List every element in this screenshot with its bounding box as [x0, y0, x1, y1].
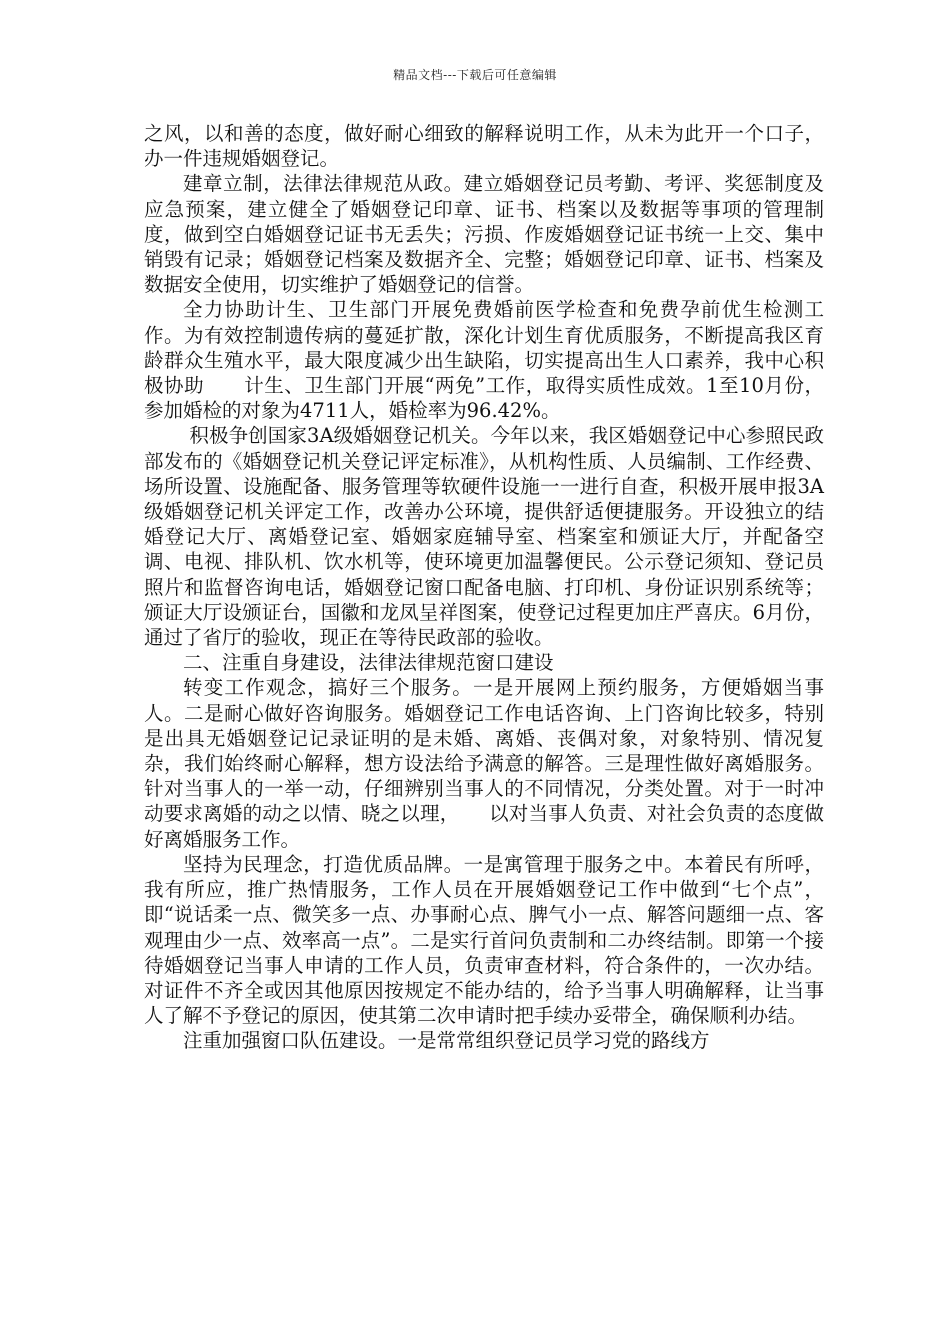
paragraph: 积极争创国家3A级婚姻登记机关。今年以来，我区婚姻登记中心参照民政部发布的《婚姻登记机关登记评定标准》，从机构性质、人员编制、工作经费、场所设置、设施配备、服务管理等软硬件设施一一进行自查，积极开展申报3A级婚姻登记机关评定工作，改善办公环境，提供舒适便捷服务。开设独立的结婚登记大厅、离婚登记室、婚姻家庭辅导室、档案室和颁证大厅，并配备空调、电视、排队机、饮水机等，使环境更加温馨便民。公示登记须知、登记员照片和监督咨询电话，婚姻登记窗口配备电脑、打印机、身份证识别系统等；颁证大厅设颁证台，国徽和龙凤呈祥图案，使登记过程更加庄严喜庆。6月份，通过了省厅的验收，现正在等待民政部的验收。	[144, 424, 824, 650]
paragraph: 全力协助计生、卫生部门开展免费婚前医学检查和免费孕前优生检测工作。为有效控制遗传病的蔓延扩散，深化计划生育优质服务，不断提高我区育龄群众生殖水平，最大限度减少出生缺陷，切实提高出生人口素养，我中心积极协助 计生、卫生部门开展“两免”工作，取得实质性成效。1至10月份，参加婚检的对象为4711人，婚检率为96.42%。	[144, 298, 824, 423]
section-heading: 二、注重自身建设，法律法律规范窗口建设	[183, 651, 554, 675]
page-header: 精品文档---下载后可任意编辑	[393, 68, 557, 82]
paragraph: 转变工作观念，搞好三个服务。一是开展网上预约服务，方便婚姻当事人。二是耐心做好咨询服务。婚姻登记工作电话咨询、上门咨询比较多，特别是出具无婚姻登记记录证明的是未婚、离婚、丧偶对象，对象特别、情况复杂，我们始终耐心解释，想方设法给予满意的解答。三是理性做好离婚服务。针对当事人的一举一动，仔细辨别当事人的不同情况，分类处置。对于一时冲动要求离婚的动之以情、晓之以理， 以对当事人负责、对社会负责的态度做好离婚服务工作。	[144, 676, 824, 851]
document-body	[144, 121, 824, 1054]
paragraph: 建章立制，法律法律规范从政。建立婚姻登记员考勤、考评、奖惩制度及应急预案，建立健全了婚姻登记印章、证书、档案以及数据等事项的管理制度，做到空白婚姻登记证书无丢失；污损、作废婚姻登记证书统一上交、集中销毁有记录；婚姻登记档案及数据齐全、完整；婚姻登记印章、证书、档案及数据安全使用，切实维护了婚姻登记的信誉。	[144, 172, 824, 297]
paragraph: 之风，以和善的态度，做好耐心细致的解释说明工作，从未为此开一个口子，办一件违规婚姻登记。	[144, 122, 824, 171]
paragraph: 坚持为民理念，打造优质品牌。一是寓管理于服务之中。本着民有所呼，我有所应，推广热情服务，工作人员在开展婚姻登记工作中做到“七个点”，即“说话柔一点、微笑多一点、办事耐心点、脾气小一点、解答问题细一点、客观理由少一点、效率高一点”。二是实行首问负责制和二办终结制。即第一个接待婚姻登记当事人申请的工作人员，负责审查材料，符合条件的，一次办结。对证件不齐全或因其他原因按规定不能办结的，给予当事人明确解释，让当事人了解不予登记的原因，使其第二次申请时把手续办妥带全，确保顺利办结。	[144, 852, 824, 1028]
paragraph: 注重加强窗口队伍建设。一是常常组织登记员学习党的路线方	[183, 1029, 710, 1053]
